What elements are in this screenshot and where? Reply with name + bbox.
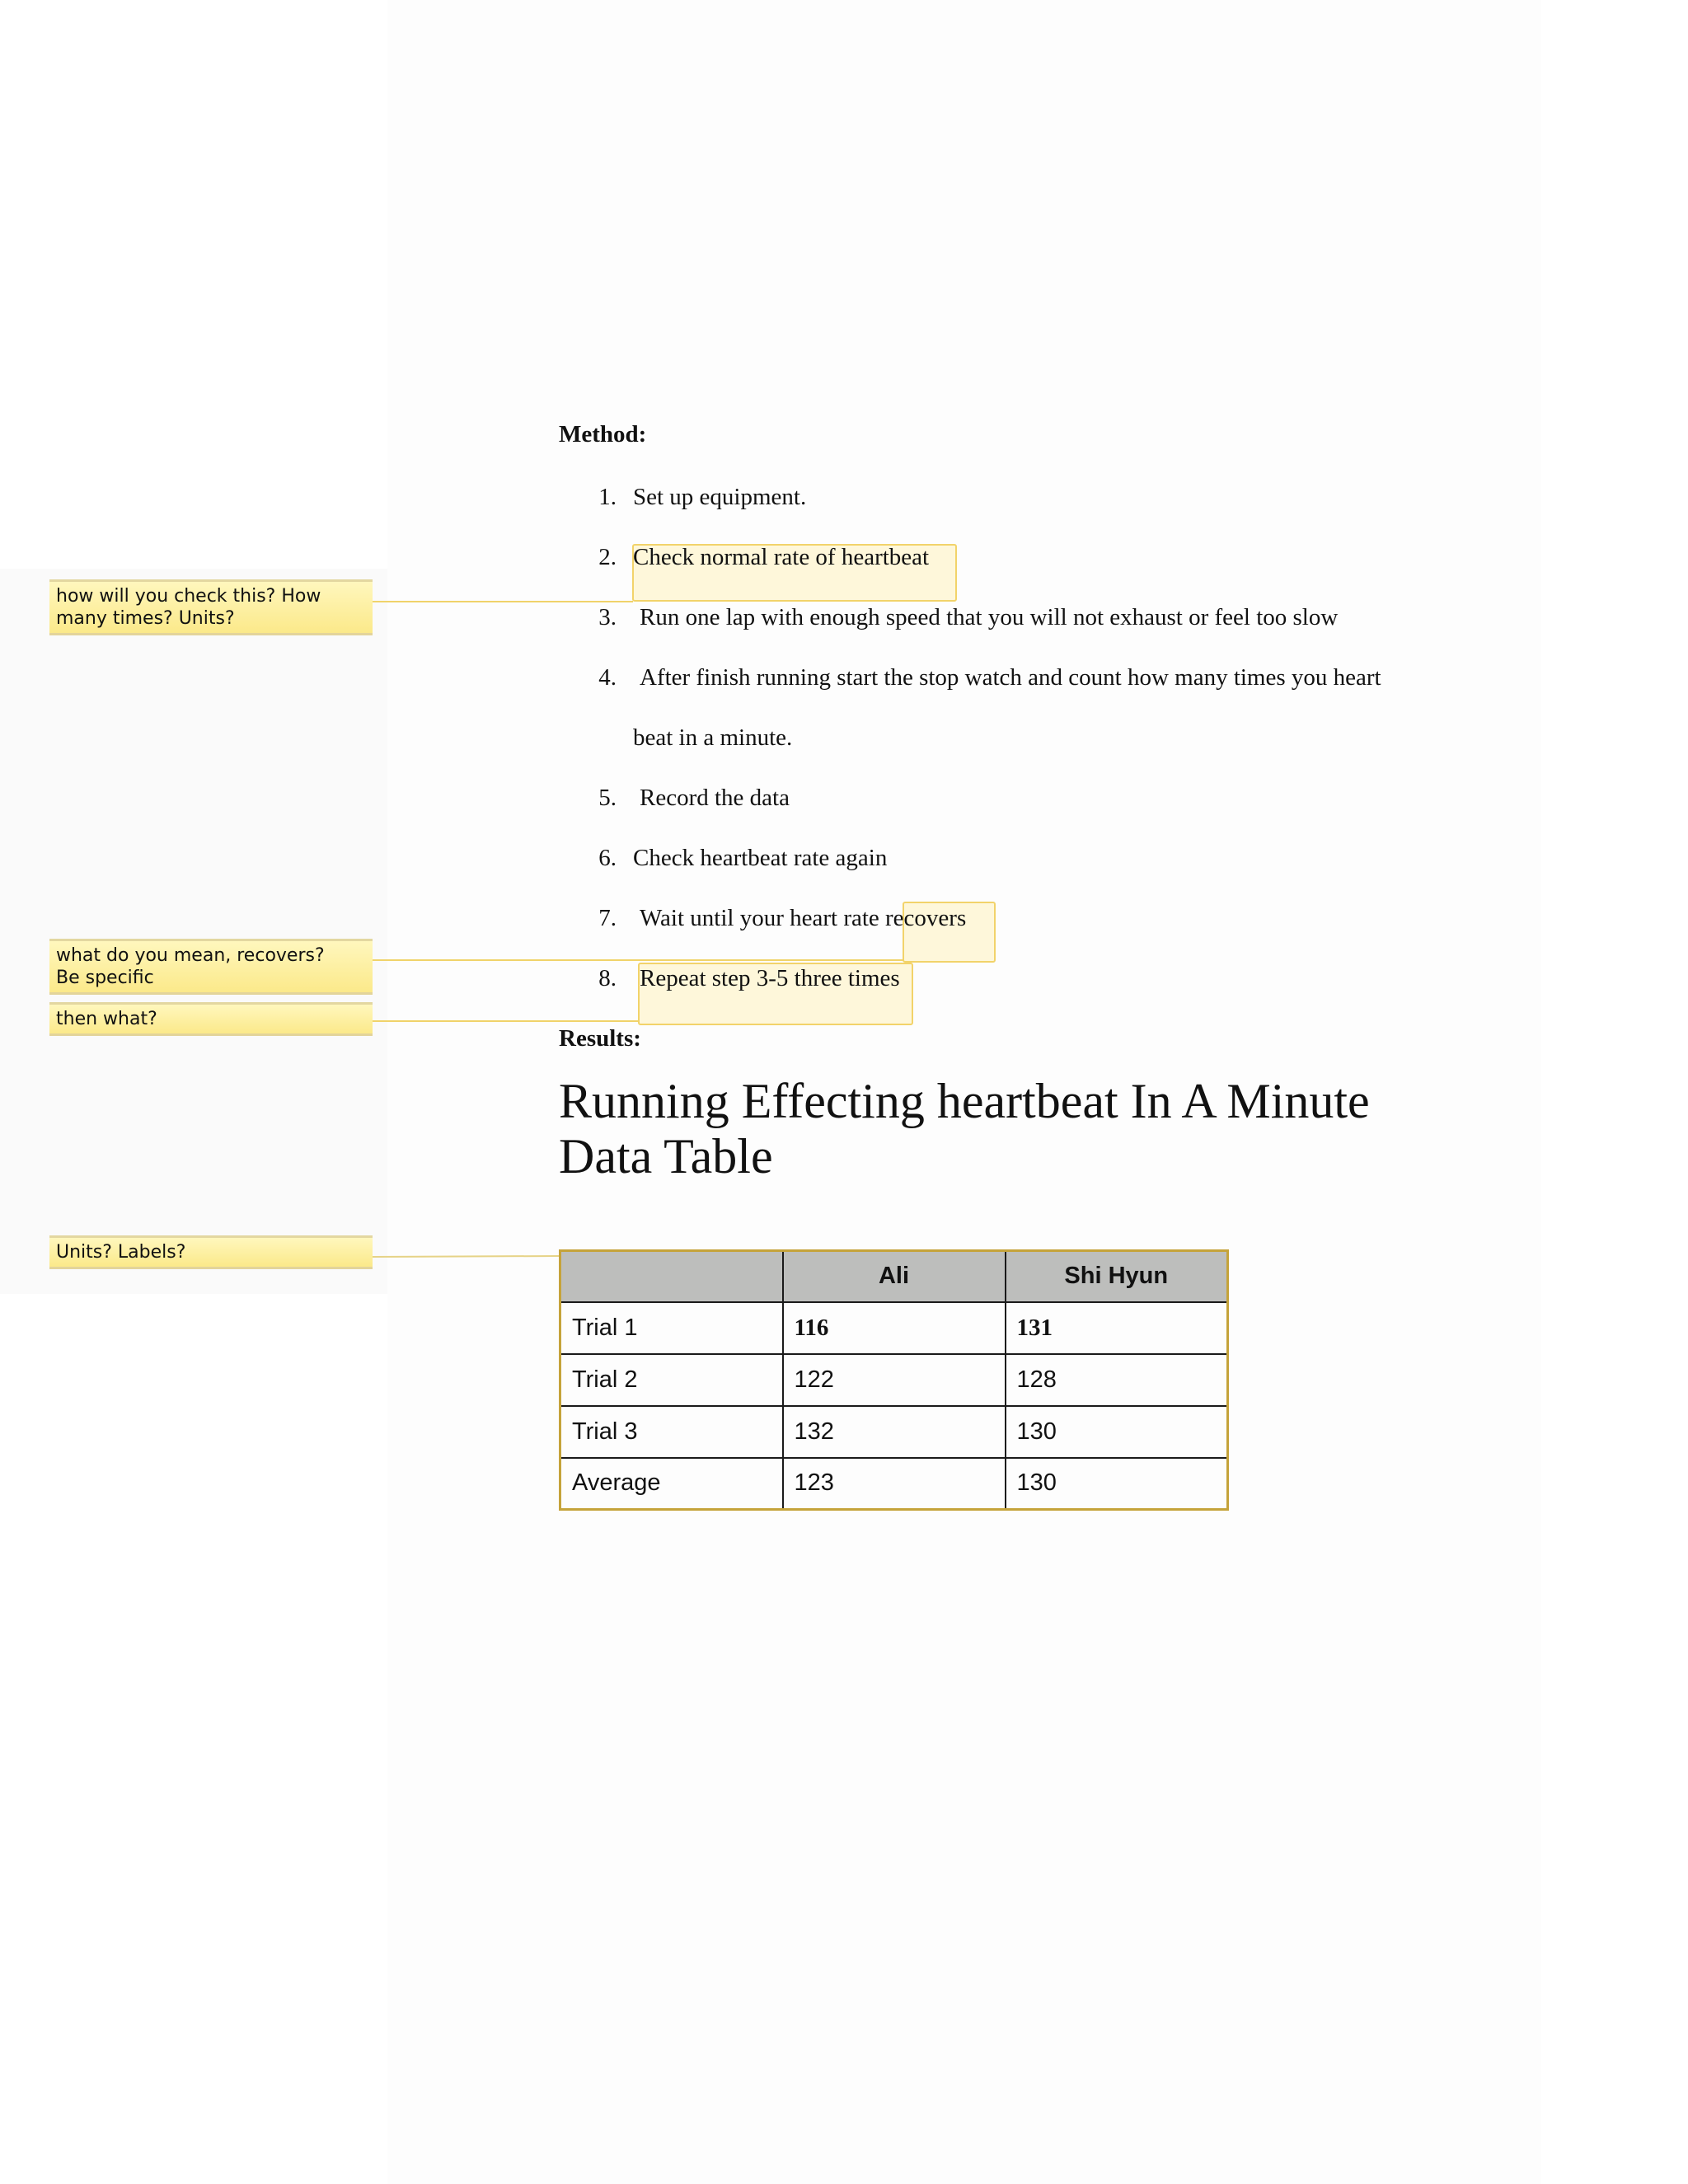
step-text: Check heartbeat rate again	[633, 845, 888, 871]
table-cell: 116	[783, 1302, 1006, 1354]
comment-line: how will you check this? How	[56, 586, 321, 607]
step-text: Wait until your heart rate recovers	[640, 905, 967, 931]
table-header-cell: Shi Hyun	[1006, 1251, 1228, 1302]
table-cell: Average	[560, 1458, 783, 1510]
table-row	[560, 1354, 1228, 1406]
table-title	[559, 1074, 1370, 1184]
step-number: 3.	[598, 604, 617, 630]
table-row	[560, 1458, 1228, 1510]
step-text: beat in a minute.	[633, 724, 793, 751]
table-cell: 132	[783, 1406, 1006, 1458]
step-text: Set up equipment.	[633, 484, 807, 510]
step-number: 2.	[598, 544, 617, 570]
table-cell: Trial 2	[560, 1354, 783, 1406]
step-text: Run one lap with enough speed that you will not exhaust or feel too slow	[640, 604, 1339, 630]
table-cell: Trial 1	[560, 1302, 783, 1354]
step-number: 4.	[598, 664, 617, 691]
step-number: 6.	[598, 845, 617, 871]
table-cell: 122	[783, 1354, 1006, 1406]
step-number: 8.	[598, 965, 617, 991]
step-text: Check normal rate of heartbeat	[633, 544, 930, 570]
step-number: 7.	[598, 905, 617, 931]
table-header-row	[560, 1251, 1228, 1302]
table-header-cell	[560, 1251, 783, 1302]
data-table[interactable]	[559, 1249, 1229, 1511]
comment-note[interactable]	[49, 939, 373, 995]
method-heading: Method:	[559, 421, 647, 448]
step-text: Record the data	[640, 785, 790, 811]
comment-note[interactable]	[49, 1002, 373, 1036]
table-cell: 128	[1006, 1354, 1228, 1406]
table-row	[560, 1302, 1228, 1354]
table-row	[560, 1406, 1228, 1458]
table-header-cell: Ali	[783, 1251, 1006, 1302]
table-title-line: Running Effecting heartbeat In A Minute	[559, 1074, 1370, 1128]
comment-line: then what?	[56, 1009, 157, 1029]
table-cell: 123	[783, 1458, 1006, 1510]
comment-note[interactable]	[49, 579, 373, 635]
table-cell: Trial 3	[560, 1406, 783, 1458]
comment-line: many times? Units?	[56, 608, 235, 629]
table-title-line: Data Table	[559, 1129, 773, 1183]
comment-line: Units? Labels?	[56, 1242, 186, 1263]
comment-line: what do you mean, recovers?	[56, 945, 325, 966]
step-text: Repeat step 3-5 three times	[640, 965, 900, 991]
step-text: After finish running start the stop watch and count how many times you heart	[640, 664, 1381, 691]
step-number: 5.	[598, 785, 617, 811]
table-cell: 130	[1006, 1406, 1228, 1458]
step-number: 1.	[598, 484, 617, 510]
table-cell: 130	[1006, 1458, 1228, 1510]
results-heading: Results:	[559, 1025, 641, 1052]
connector-line	[373, 1256, 559, 1257]
comment-note[interactable]	[49, 1235, 373, 1269]
comment-line: Be specific	[56, 968, 154, 988]
table-cell: 131	[1006, 1302, 1228, 1354]
